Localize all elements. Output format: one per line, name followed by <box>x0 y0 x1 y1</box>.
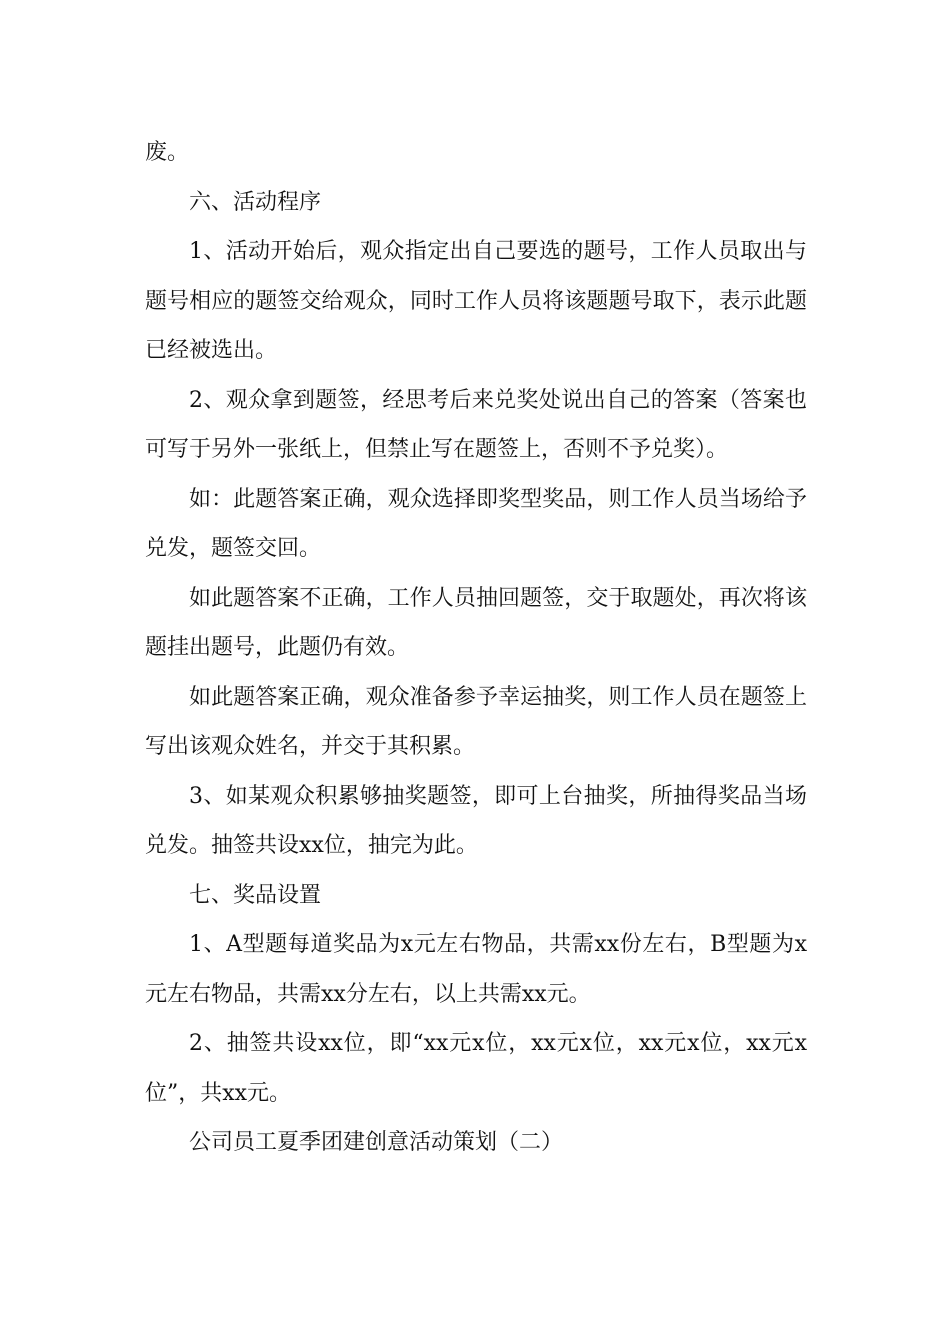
paragraph-step-2: 2、观众拿到题签，经思考后来兑奖处说出自己的答案（答案也可写于另外一张纸上，但禁止写在题签上，否则不予兑奖）。 <box>145 387 807 462</box>
paragraph-step-1: 1、活动开始后，观众指定出自己要选的题号，工作人员取出与题号相应的题签交给观众，同时工作人员将该题题号取下，表示此题已经被选出。 <box>145 239 807 363</box>
paragraph-step-3: 3、如某观众积累够抽奖题签，即可上台抽奖，所抽得奖品当场兑发。抽签共设xx位，抽完为此。 <box>145 783 807 858</box>
paragraph-example-incorrect: 如此题答案不正确，工作人员抽回题签，交于取题处，再次将该题挂出题号，此题仍有效。 <box>145 585 807 660</box>
paragraph-example-correct: 如：此题答案正确，观众选择即奖型奖品，则工作人员当场给予兑发，题签交回。 <box>145 486 807 561</box>
paragraph-prize-2: 2、抽签共设xx位，即“xx元x位，xx元x位，xx元x位，xx元x位”，共xx元。 <box>145 1031 807 1106</box>
document-body <box>145 128 807 1168</box>
paragraph-example-lottery: 如此题答案正确，观众准备参予幸运抽奖，则工作人员在题签上写出该观众姓名，并交于其积累。 <box>145 684 807 759</box>
section-heading-prize-settings: 七、奖品设置 <box>189 882 322 908</box>
paragraph-continuation: 废。 <box>145 140 190 165</box>
paragraph-prize-1: 1、A型题每道奖品为x元左右物品，共需xx份左右，B型题为x元左右物品，共需xx分左右，以上共需xx元。 <box>145 932 807 1007</box>
section-heading-activity-procedure: 六、活动程序 <box>189 189 322 215</box>
section-title-part-two: 公司员工夏季团建创意活动策划（二） <box>189 1130 564 1155</box>
